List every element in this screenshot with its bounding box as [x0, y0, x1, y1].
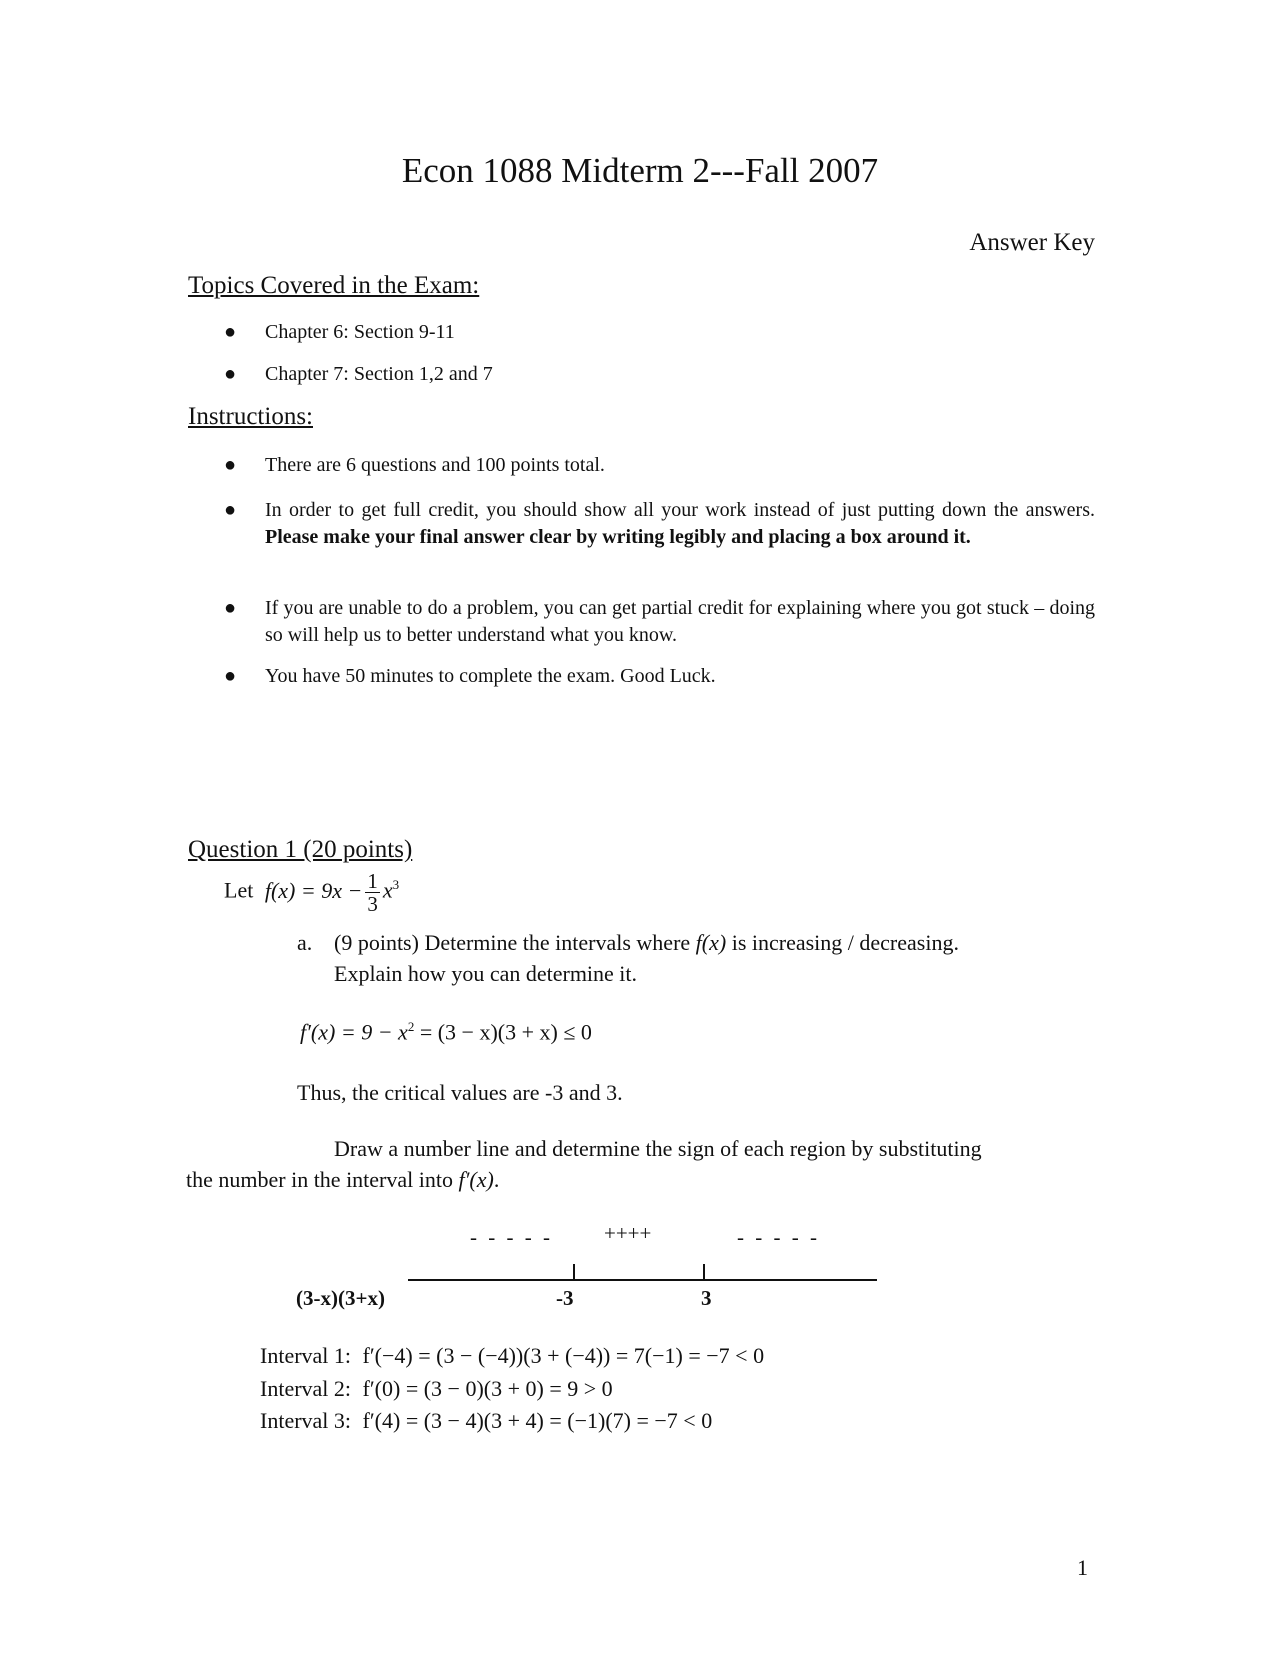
- interval-label: Interval 1:: [260, 1343, 352, 1368]
- interval-expression: f′(0) = (3 − 0)(3 + 0) = 9 > 0: [362, 1376, 613, 1401]
- interval-row: [260, 1376, 613, 1402]
- number-line-instruction-2: the number in the interval into f′(x).: [186, 1167, 500, 1192]
- interval-expression: f′(4) = (3 − 4)(3 + 4) = (−1)(7) = −7 < 0: [362, 1408, 713, 1433]
- let-label: Let: [224, 877, 254, 903]
- interval-row: [260, 1408, 712, 1434]
- part-a-marker: a.: [297, 930, 313, 955]
- interval-label: Interval 2:: [260, 1376, 352, 1401]
- bullet-icon: ●: [224, 363, 237, 385]
- number-line-instruction-1: Draw a number line and determine the sign of each region by substituting: [334, 1136, 982, 1161]
- critical-values-text: Thus, the critical values are -3 and 3.: [297, 1080, 623, 1105]
- question-1-heading: Question 1 (20 points): [188, 836, 413, 863]
- topics-heading: Topics Covered in the Exam:: [188, 272, 480, 299]
- bullet-icon: ●: [224, 499, 237, 521]
- bullet-icon: ●: [224, 321, 237, 343]
- number-line-label: (3-x)(3+x): [296, 1286, 385, 1310]
- bullet-icon: ●: [224, 597, 237, 619]
- part-a-line-2: Explain how you can determine it.: [334, 961, 638, 986]
- sign-region-2: ++++: [604, 1221, 652, 1245]
- fraction: $\frac{1}{3}$: [367, 869, 378, 916]
- bullet-icon: ●: [224, 665, 237, 687]
- sign-region-1: - - - - -: [470, 1225, 553, 1249]
- derivative-equation: $f'(x) = 9 - x^2 = (3 - x)(3 + x) \le 0$: [300, 1019, 592, 1045]
- instructions-heading: Instructions:: [188, 403, 313, 430]
- part-a-line-1: (9 points) Determine the intervals where f(x) is increasing / decreasing.: [334, 930, 959, 955]
- interval-row: [260, 1343, 764, 1369]
- tick-label-three: 3: [701, 1286, 712, 1310]
- sign-region-3: - - - - -: [737, 1225, 820, 1249]
- page-number: 1: [1077, 1555, 1088, 1580]
- function-definition: Let f(x) = 9x − $\frac{1}{3}$ $x^3$: [224, 869, 400, 916]
- page-title: Econ 1088 Midterm 2---Fall 2007: [401, 151, 879, 190]
- bullet-icon: ●: [224, 454, 237, 476]
- instruction-bold-text: Please make your final answer clear by writing legibly and placing a box around it.: [265, 526, 971, 548]
- page-subtitle: Answer Key: [969, 229, 1095, 256]
- tick-label-negative-three: -3: [556, 1286, 574, 1310]
- interval-expression: f′(−4) = (3 − (−4))(3 + (−4)) = 7(−1) = −7 < 0: [362, 1343, 765, 1368]
- interval-label: Interval 3:: [260, 1408, 352, 1433]
- instruction-text: In order to get full credit, you should show all your work instead of just putting down the answers.: [265, 499, 1095, 521]
